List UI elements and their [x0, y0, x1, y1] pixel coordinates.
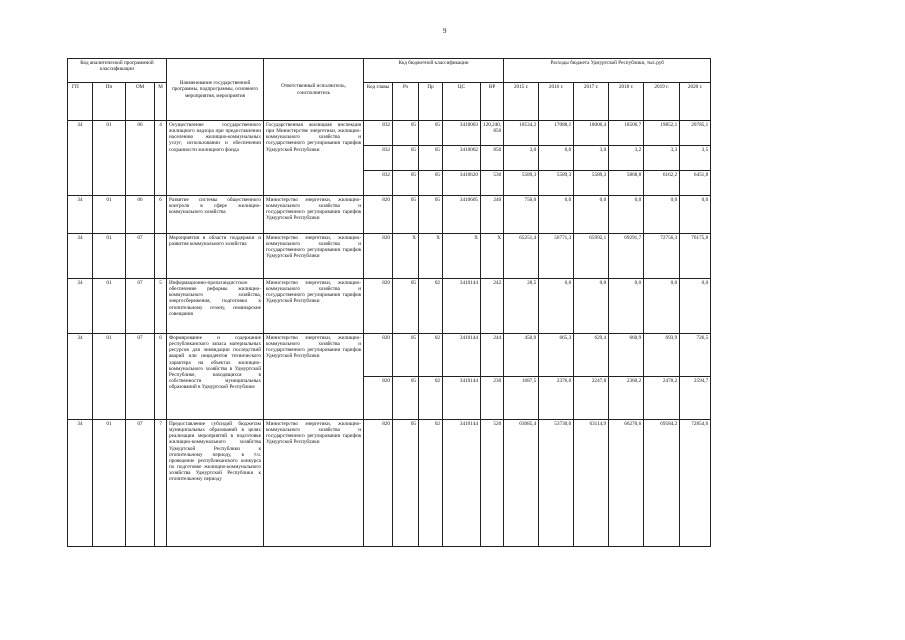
cell-m: 6: [155, 334, 167, 420]
cell-rz: 05: [393, 279, 419, 334]
cell-rz: 05: [393, 171, 419, 196]
cell-2016: 17088,1: [539, 121, 574, 146]
cell-cs: 3410062: [443, 146, 481, 171]
cell-pr: 02: [419, 377, 443, 420]
cell-name: Развитие системы общественного контроля в сфере жилищно-коммунального хозяйства: [167, 196, 264, 234]
cell-glava: 832: [364, 171, 393, 196]
cell-2018: 3,2: [609, 146, 644, 171]
cell-responsible: Государственная жилищная инспекция при Министерстве энергетики, жилищно-коммунального хозяйства и государственного регулирования тарифов Удмуртской Республики: [264, 121, 364, 196]
cell-2015: 18534,2: [504, 121, 539, 146]
cell-2017: 0,0: [574, 279, 609, 334]
table-row: [68, 334, 711, 377]
cell-cs: X: [443, 234, 481, 279]
responsible-header: Ответственный исполнитель, соисполнитель: [264, 59, 364, 121]
cell-vr: 244: [481, 334, 504, 377]
col-vr: ВР: [481, 83, 504, 121]
cell-2020: 2594,7: [680, 377, 711, 420]
cell-2018: 0,0: [609, 196, 644, 234]
cell-2018: 5868,8: [609, 171, 644, 196]
cell-2018: 2360,2: [609, 377, 644, 420]
col-om: ОМ: [126, 83, 155, 121]
table-row: [68, 196, 711, 234]
cell-gp: 34: [68, 279, 93, 334]
cell-vr: 240: [481, 196, 504, 234]
cell-2015: 28,5: [504, 279, 539, 334]
cell-om: 07: [126, 279, 155, 334]
cell-2016: 53730,0: [539, 420, 574, 547]
col-year-2015: 2015 г.: [504, 83, 539, 121]
cell-m: 4: [155, 121, 167, 196]
cell-pp: 01: [93, 234, 126, 279]
table-row: [68, 121, 711, 146]
analytic-code-header: Код аналитической программной классификации: [68, 59, 167, 83]
cell-rz: X: [393, 234, 419, 279]
cell-pr: 05: [419, 196, 443, 234]
table-row: [68, 279, 711, 334]
cell-2020: 726,5: [680, 334, 711, 377]
cell-2018: 66270,6: [609, 420, 644, 547]
col-year-2018: 2018 г.: [609, 83, 644, 121]
col-m: М: [155, 83, 167, 121]
cell-responsible: Министерство энергетики, жилищно-коммунального хозяйства и государственного регулирования тарифов Удмуртской Республики: [264, 279, 364, 334]
cell-pr: 05: [419, 171, 443, 196]
cell-2018: 0,0: [609, 279, 644, 334]
cell-2020: 0,0: [680, 279, 711, 334]
cell-2017: 18006,4: [574, 121, 609, 146]
cell-om: 06: [126, 196, 155, 234]
cell-gp: 34: [68, 121, 93, 196]
cell-pr: 02: [419, 420, 443, 547]
cell-rz: 05: [393, 146, 419, 171]
cell-cs: 3410003: [443, 121, 481, 146]
cell-rz: 05: [393, 121, 419, 146]
col-year-2017: 2017 г.: [574, 83, 609, 121]
table-row: [68, 420, 711, 547]
cell-om: 07: [126, 334, 155, 420]
cell-vr: 230: [481, 377, 504, 420]
col-gp: ГП: [68, 83, 93, 121]
cell-rz: 05: [393, 377, 419, 420]
cell-cs: 3410144: [443, 334, 481, 377]
cell-2019: 0,0: [644, 279, 680, 334]
cell-name: Предоставление субсидий бюджетам муниципальных образований в целях реализации мероприятий в подготовке жилищно-коммунального хозяйства Удмуртской Республики к отопительному периоду, в т.ч. проведение республиканского конкурса по подготовке жилищно-коммунального хозяйства Удмуртской Республики к отопительному периоду: [167, 420, 264, 547]
cell-2019: 693,9: [644, 334, 680, 377]
cell-glava: 820: [364, 377, 393, 420]
cell-m: 7: [155, 420, 167, 547]
cell-2015: 65251,4: [504, 234, 539, 279]
cell-glava: 832: [364, 121, 393, 146]
cell-2018: 18506,7: [609, 121, 644, 146]
cell-pr: 05: [419, 121, 443, 146]
cell-2020: 3,5: [680, 146, 711, 171]
cell-glava: 820: [364, 334, 393, 377]
cell-glava: 820: [364, 279, 393, 334]
cell-gp: 34: [68, 234, 93, 279]
cell-rz: 05: [393, 196, 419, 234]
cell-2015: 450,0: [504, 334, 539, 377]
cell-gp: 34: [68, 334, 93, 420]
cell-2017: 3,0: [574, 146, 609, 171]
budget-code-header: Код бюджетной классификации: [364, 59, 504, 83]
cell-2015: 3,0: [504, 146, 539, 171]
cell-2017: 629,4: [574, 334, 609, 377]
cell-2020: 76175,8: [680, 234, 711, 279]
cell-responsible: Министерство энергетики, жилищно-коммунального хозяйства и государственного регулирования тарифов Удмуртской Республики: [264, 196, 364, 234]
cell-vr: X: [481, 234, 504, 279]
cell-2020: 20785,1: [680, 121, 711, 146]
cell-pp: 01: [93, 420, 126, 547]
cell-pp: 01: [93, 121, 126, 196]
cell-responsible: Министерство энергетики, жилищно-коммунального хозяйства и государственного регулирования тарифов Удмуртской Республики: [264, 234, 364, 279]
cell-cs: 3410144: [443, 279, 481, 334]
cell-rz: 05: [393, 334, 419, 377]
cell-2016: 0,0: [539, 279, 574, 334]
cell-2017: 0,0: [574, 196, 609, 234]
cell-m: 6: [155, 196, 167, 234]
cell-name: Мероприятия в области поддержки и развития коммунального хозяйства: [167, 234, 264, 279]
budget-table: [67, 58, 711, 547]
cell-gp: 34: [68, 196, 93, 234]
cell-pr: 05: [419, 146, 443, 171]
cell-2019: 6162,2: [644, 171, 680, 196]
cell-om: 07: [126, 420, 155, 547]
col-rz: Рз: [393, 83, 419, 121]
cell-2019: 72756,3: [644, 234, 680, 279]
cell-pp: 01: [93, 279, 126, 334]
cell-2015: 750,0: [504, 196, 539, 234]
cell-2020: 6451,8: [680, 171, 711, 196]
cell-pr: 02: [419, 279, 443, 334]
cell-2016: 665,3: [539, 334, 574, 377]
cell-glava: 832: [364, 146, 393, 171]
expenses-header: Расходы бюджета Удмуртской Республики, тыс.руб: [504, 59, 711, 83]
cell-pp: 01: [93, 334, 126, 420]
cell-2016: 2376,0: [539, 377, 574, 420]
cell-2015: 5589,3: [504, 171, 539, 196]
cell-2019: 3,3: [644, 146, 680, 171]
cell-name: Формирование и содержание республиканского запаса материальных ресурсов для ликвидации последствий аварий или инцидентов технического характера на объектах жилищно-коммунального хозяйства в Удмуртской Республике, находящихся в собственности муниципальных образований в Удмуртской Республике: [167, 334, 264, 420]
col-pp: Пп: [93, 83, 126, 121]
table-row: [68, 234, 711, 279]
cell-om: 07: [126, 234, 155, 279]
col-cs: ЦС: [443, 83, 481, 121]
cell-2017: 63114,9: [574, 420, 609, 547]
col-year-2019: 2019 г.: [644, 83, 680, 121]
cell-cs: 3410620: [443, 171, 481, 196]
cell-pr: 02: [419, 334, 443, 377]
cell-2019: 19852,1: [644, 121, 680, 146]
cell-glava: 820: [364, 234, 393, 279]
cell-vr: 850: [481, 146, 504, 171]
col-kod-glavy: Код главы: [364, 83, 393, 121]
cell-pr: X: [419, 234, 443, 279]
cell-2017: 5589,3: [574, 171, 609, 196]
cell-2020: 0,0: [680, 196, 711, 234]
cell-pp: 01: [93, 196, 126, 234]
col-pr: Пр: [419, 83, 443, 121]
cell-m: 5: [155, 279, 167, 334]
cell-2018: 69291,7: [609, 234, 644, 279]
cell-name: Информационно-пропагандистское обеспечение реформы жилищно-коммунального хозяйства, энергосбережения, подготовки к отопительному сезону, семинарские совещания: [167, 279, 264, 334]
cell-cs: 3410144: [443, 420, 481, 547]
cell-cs: 3410144: [443, 377, 481, 420]
cell-vr: 120,240, 850: [481, 121, 504, 146]
cell-2015: 63085,4: [504, 420, 539, 547]
page-number: 9: [443, 27, 447, 35]
cell-2019: 0,0: [644, 196, 680, 234]
cell-vr: 530: [481, 171, 504, 196]
cell-2017: 65992,1: [574, 234, 609, 279]
cell-gp: 34: [68, 420, 93, 547]
cell-rz: 05: [393, 420, 419, 547]
cell-m: [155, 234, 167, 279]
cell-glava: 820: [364, 420, 393, 547]
cell-name: Осуществление государственного жилищного надзора при предоставлении населению жилищно-коммунальных услуг, использовании и обеспечении сохранности жилищного фонда: [167, 121, 264, 196]
cell-2017: 2247,8: [574, 377, 609, 420]
cell-2019: 2478,2: [644, 377, 680, 420]
cell-2016: 0,0: [539, 196, 574, 234]
cell-om: 06: [126, 121, 155, 196]
cell-responsible: Министерство энергетики, жилищно-коммунального хозяйства и государственного регулирования тарифов Удмуртской Республики: [264, 334, 364, 420]
cell-2016: 0,0: [539, 146, 574, 171]
col-year-2020: 2020 г.: [680, 83, 711, 121]
cell-2019: 69584,2: [644, 420, 680, 547]
cell-cs: 3410605: [443, 196, 481, 234]
cell-vr: 520: [481, 420, 504, 547]
cell-2018: 660,9: [609, 334, 644, 377]
cell-2016: 5589,3: [539, 171, 574, 196]
cell-2016: 56771,3: [539, 234, 574, 279]
cell-2015: 1687,5: [504, 377, 539, 420]
cell-2020: 72854,6: [680, 420, 711, 547]
cell-vr: 242: [481, 279, 504, 334]
cell-glava: 820: [364, 196, 393, 234]
name-header: Наименование государственной программы, подпрограммы, основного мероприятия, мероприятия: [167, 59, 264, 121]
col-year-2016: 2016 г.: [539, 83, 574, 121]
cell-responsible: Министерство энергетики, жилищно-коммунального хозяйства и государственного регулирования тарифов Удмуртской Республики: [264, 420, 364, 547]
